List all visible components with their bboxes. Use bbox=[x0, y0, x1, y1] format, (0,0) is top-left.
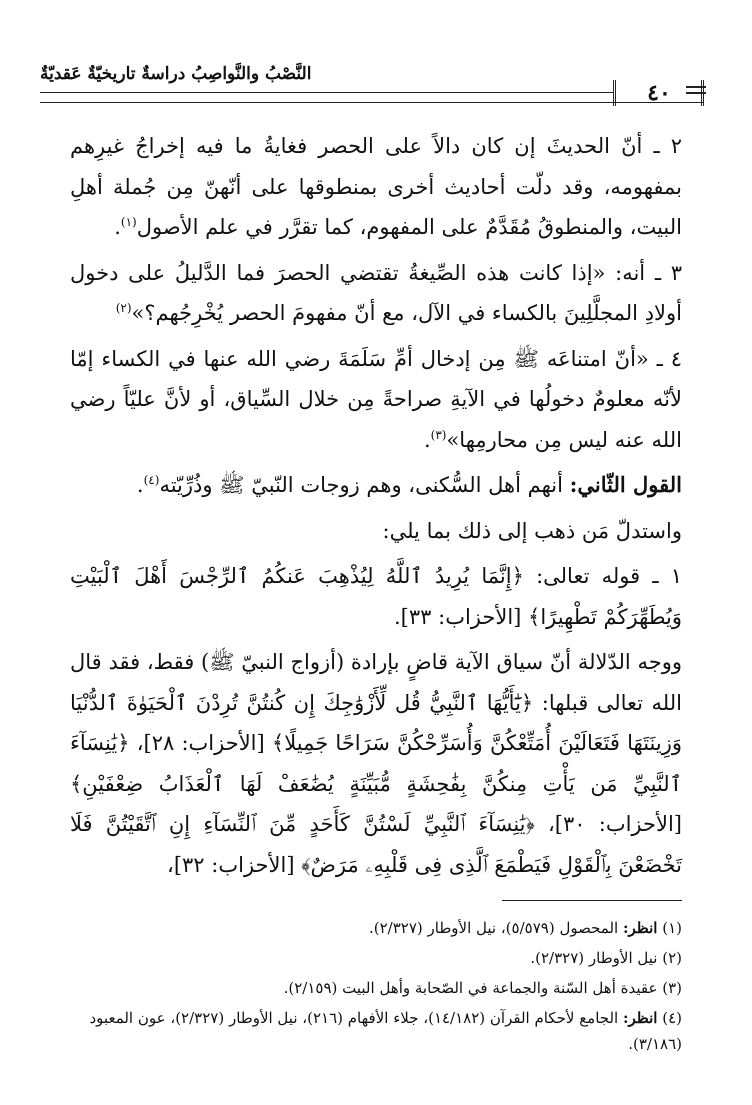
footnote-lead: انظر: bbox=[622, 1009, 658, 1027]
quran-verse: ﴿يَٰٓأَيُّهَا ٱلنَّبِيُّ قُل لِّأَزْوَٰجِكَ إِن كُنتُنَّ تُرِدْنَ ٱلْحَيَوٰةَ ٱلدُّنْيَا وَزِينَتَهَا فَتَعَالَيْنَ أُمَتِّعْكُنَّ وَأُسَرِّحْكُنَّ سَرَاحًا جَمِيلًا﴾ bbox=[70, 690, 682, 755]
footnote-ref: (١) bbox=[120, 215, 137, 229]
punctuation: . bbox=[136, 473, 144, 497]
footnote bbox=[70, 945, 682, 971]
main-text bbox=[70, 126, 682, 890]
quran-verse: ﴿يَٰنِسَآءَ ٱلنَّبِيِّ مَن يَأْتِ مِنكُنَّ بِفَٰحِشَةٍ مُّبَيِّنَةٍ يُضَٰعَفْ لَهَا ٱلْعَذَابُ ضِعْفَيْنِ﴾ bbox=[70, 731, 682, 796]
page-header bbox=[40, 58, 704, 110]
footnote bbox=[70, 975, 682, 1001]
paragraph-text: ٣ ـ أنه: «إذا كانت هذه الصِّيغةُ تقتضي الحصرَ فما الدَّليلُ على دخول أولادِ المجلَّلِينَ بالكساء في الآل، مع أنّ مفهومَ الحصر يُخْرِجُهم؟» bbox=[70, 260, 682, 325]
section-heading: القول الثّاني: bbox=[569, 472, 682, 497]
paragraph bbox=[70, 556, 682, 637]
paragraph bbox=[70, 126, 682, 248]
paragraph bbox=[70, 253, 682, 334]
footnote-number: (٤) bbox=[662, 1009, 682, 1027]
quran-verse: ﴿يَٰنِسَآءَ ٱلنَّبِيِّ لَسْتُنَّ كَأَحَدٍ مِّنَ ٱلنِّسَآءِ إِنِ ٱتَّقَيْتُنَّ فَلَا تَخْضَعْنَ بِٱلْقَوْلِ فَيَطْمَعَ ٱلَّذِى فِى قَلْبِهِۦ مَرَضٌ﴾ bbox=[70, 812, 682, 877]
footnote-lead: انظر: bbox=[622, 919, 658, 937]
punctuation: . bbox=[114, 215, 121, 239]
footnote-ref: (٤) bbox=[143, 473, 160, 487]
page-number: ٤٠ bbox=[647, 80, 671, 106]
paragraph-text: ٢ ـ أنّ الحديثَ إن كان دالاً على الحصر فغايةُ ما فيه إخراجُ غيرِهم بمفهومه، وقد دلّت أحاديث أخرى بمنطوقها على أنّهنّ مِن جُملة أهلِ البيت، والمنطوقُ مُقَدَّمٌ على المفهوم، كما تقرَّر في علم الأصول bbox=[70, 134, 682, 239]
footnote-number: (٢) bbox=[662, 949, 682, 967]
footnote-text: عقيدة أهل السّنة والجماعة في الصّحابة وأهل البيت (٢/١٥٩). bbox=[283, 979, 663, 997]
footnote-separator bbox=[502, 900, 682, 901]
footnote-number: (١) bbox=[662, 919, 682, 937]
paragraph bbox=[70, 465, 682, 506]
verse-citation: [الأحزاب: ٢٨]، bbox=[129, 731, 272, 755]
footnote-text: نيل الأوطار (٢/٣٢٧). bbox=[530, 949, 663, 967]
footnote bbox=[70, 915, 682, 941]
header-rule bbox=[40, 92, 614, 93]
verse-citation: [الأحزاب: ٣٠]، bbox=[534, 812, 682, 836]
paragraph-text: واستدلّ مَن ذهب إلى ذلك بما يلي: bbox=[382, 518, 682, 543]
verse-citation: [الأحزاب: ٣٣]. bbox=[394, 604, 529, 629]
paragraph-text: ٤ ـ «أنّ امتناعَه ﷺ مِن إدخال أمِّ سَلَمَةَ رضي الله عنها في الكساء إمّا لأنّه معلومٌ دخولُها في الآيةِ صراحةً مِن خلال السِّياق، أو لأنَّ عليّاً رضي الله عنه ليس مِن محارمِها» bbox=[70, 346, 682, 452]
paragraph bbox=[70, 511, 682, 552]
verse-citation: [الأحزاب: ٣٢]، bbox=[167, 852, 302, 877]
punctuation: . bbox=[423, 427, 431, 452]
paragraph bbox=[70, 339, 682, 461]
footnote-number: (٣) bbox=[662, 979, 682, 997]
paragraph-text: أنهم أهل السُّكنى، وهم زوجات النّبيّ ﷺ وذُرِّيّته bbox=[159, 473, 570, 497]
paragraph bbox=[70, 642, 682, 885]
paragraph-text: ١ ـ قوله تعالى: bbox=[523, 564, 682, 588]
quran-verse: ﴿إِنَّمَا يُرِيدُ ٱللَّهُ لِيُذْهِبَ عَنكُمُ ٱلرِّجْسَ أَهْلَ ٱلْبَيْتِ وَيُطَهِّرَكُمْ تَطْهِيرًا﴾ bbox=[70, 564, 682, 629]
footnote bbox=[70, 1005, 682, 1057]
footnote-ref: (٣) bbox=[430, 427, 447, 442]
footnote-text: الجامع لأحكام القرآن (١٤/١٨٢)، جلاء الأفهام (٢١٦)، نيل الأوطار (٢/٣٢٧)، عون المعبود (٣/١٨٦). bbox=[89, 1009, 682, 1053]
footnote-text: المحصول (٥/٥٧٩)، نيل الأوطار (٢/٣٢٧). bbox=[369, 919, 623, 937]
paragraph-text: ووجه الدّلالة أنّ سياق الآية قاضٍ بإرادة (أزواج النبيّ ﷺ) فقط، فقد قال الله تعالى قبلها: bbox=[70, 650, 682, 715]
footnote-ref: (٢) bbox=[115, 301, 132, 315]
header-rule bbox=[40, 102, 704, 103]
footnotes bbox=[70, 915, 682, 1061]
running-title: النَّصْبُ والنَّواصِبُ دراسةٌ تاريخيّةٌ عَقديّةٌ bbox=[40, 64, 312, 84]
